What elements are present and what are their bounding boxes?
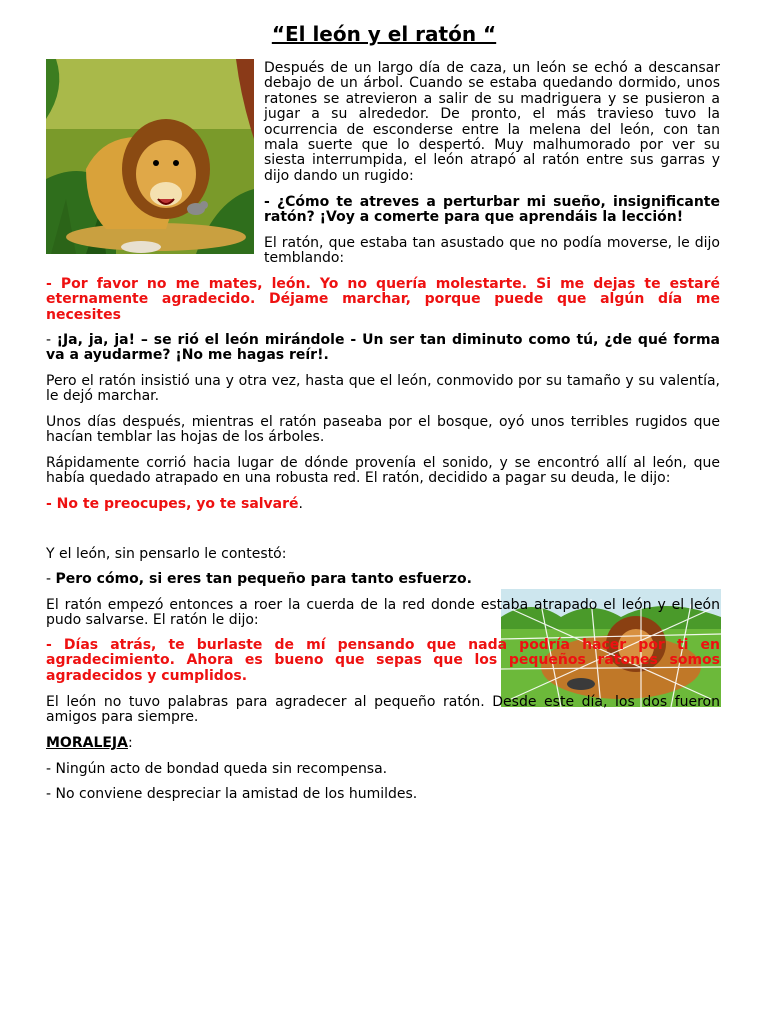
paragraph-net: Rápidamente corrió hacia lugar de dónde provenía el sonido, y se encontró allí al león, que había quedado atrapado en una robusta red. El ratón, decidido a pagar su deuda, le dijo: (46, 455, 720, 487)
paragraph-friends: El león no tuvo palabras para agradecer al pequeño ratón. Desde este día, los dos fueron amigos para siempre. (46, 694, 720, 726)
paragraph-lion-answers: Y el león, sin pensarlo le contestó: (46, 546, 287, 562)
lion-laugh-text: ¡Ja, ja, ja! – se rió el león mirándole - Un ser tan diminuto como tú, ¿de qué forma va a ayudarme? ¡No me hagas reír!. (46, 332, 720, 364)
story-title: “El león y el ratón “ (271, 22, 497, 46)
paragraph-mouse-plea: - Por favor no me mates, león. Yo no quería molestarte. Si me dejas te estaré eternamente agradecido. Déjame marchar, porque puede que algún día me necesites (46, 276, 720, 323)
paragraph-lion-threat: - ¿Cómo te atreves a perturbar mi sueño, insignificante ratón? ¡Voy a comerte para que aprendáis la lección! (264, 194, 720, 226)
dash: - (46, 332, 57, 348)
lion-doubt-text: Pero cómo, si eres tan pequeño para tanto esfuerzo. (55, 571, 472, 587)
paragraph-mouse-trembling: El ratón, que estaba tan asustado que no podía moverse, le dijo temblando: (264, 235, 720, 267)
paragraph-lion-laughs (46, 333, 720, 364)
paragraph-mouse-lesson: - Días atrás, te burlaste de mí pensando que nada podría hacer por ti en agradecimiento. Ahora es bueno que sepas que los pequeños ratones somos agradecidos y cumplidos. (46, 637, 720, 684)
paragraph-lion-doubt (46, 572, 720, 587)
moral-item-2: - No conviene despreciar la amistad de los humildes. (46, 786, 418, 802)
paragraph-mouse-gnaws: El ratón empezó entonces a roer la cuerda de la red donde estaba atrapado el león y el león pudo salvarse. El ratón le dijo: (46, 597, 720, 629)
moral-colon: : (127, 735, 133, 751)
paragraph-roars: Unos días después, mientras el ratón paseaba por el bosque, oyó unos terribles rugidos que hacían temblar las hojas de los árboles. (46, 414, 720, 446)
paragraph-intro: Después de un largo día de caza, un león se echó a descansar debajo de un árbol. Cuando se estaba quedando dormido, unos ratones se atrevieron a salir de su madriguera y se pusieron a jugar a su alrededor. De pronto, el más travieso tuvo la ocurrencia de esconderse entre la melena del león, con tan mala suerte que lo despertó. Muy malhumorado por ver su siesta interrumpida, el león atrapó al ratón entre sus garras y dijo dando un rugido: (264, 60, 720, 184)
period: . (298, 496, 303, 512)
moral-label: MORALEJA (46, 735, 128, 751)
paragraph-lion-releases: Pero el ratón insistió una y otra vez, hasta que el león, conmovido por su tamaño y su valentía, le dejó marchar. (46, 373, 720, 405)
moral-item-1: - Ningún acto de bondad queda sin recompensa. (46, 761, 388, 777)
mouse-promise-text: - No te preocupes, yo te salvaré (46, 496, 299, 512)
paragraph-mouse-promise (46, 497, 720, 512)
lion-mouse-illustration (46, 59, 254, 254)
moral-heading (46, 736, 720, 751)
dash: - (46, 571, 56, 587)
